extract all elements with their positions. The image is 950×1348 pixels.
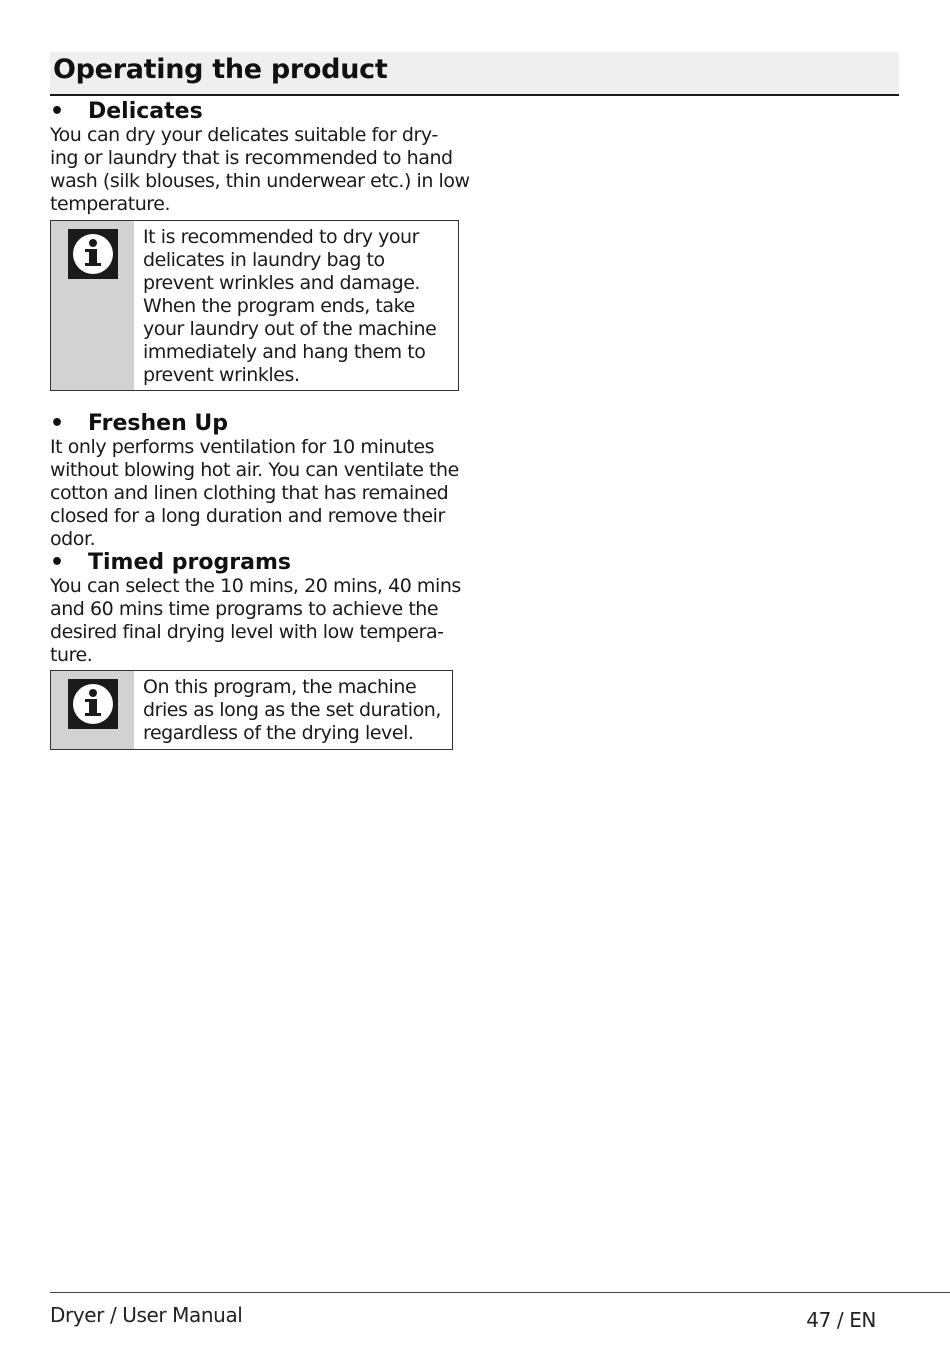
paragraph-line: wash (silk blouses, thin underwear etc.) in low xyxy=(50,170,470,192)
info-icon xyxy=(68,679,118,729)
note-icon-cell xyxy=(51,671,134,749)
heading-freshen-up xyxy=(50,411,228,437)
paragraph-line: temperature. xyxy=(50,193,171,215)
note-text xyxy=(143,676,441,745)
bullet: • xyxy=(50,411,65,436)
footer-page-number: 47 / EN xyxy=(806,1308,876,1332)
heading-timed-programs xyxy=(50,550,291,576)
note-line: delicates in laundry bag to xyxy=(143,249,385,271)
paragraph-line: and 60 mins time programs to achieve the xyxy=(50,598,439,620)
paragraph-line: You can select the 10 mins, 20 mins, 40 mins xyxy=(50,575,461,597)
note-line: your laundry out of the machine xyxy=(143,318,437,340)
note-line: prevent wrinkles. xyxy=(143,364,300,386)
paragraph-line: closed for a long duration and remove their xyxy=(50,505,445,527)
footer-document-title: Dryer / User Manual xyxy=(50,1303,243,1327)
paragraph-line: odor. xyxy=(50,528,96,550)
section-header-bar xyxy=(50,52,899,96)
info-note-timed xyxy=(50,670,453,750)
section-title: Operating the product xyxy=(53,54,388,85)
note-line: When the program ends, take xyxy=(143,295,415,317)
paragraph-line: It only performs ventilation for 10 minutes xyxy=(50,436,435,458)
heading-text: Delicates xyxy=(88,99,203,124)
info-icon xyxy=(68,229,118,279)
heading-text: Freshen Up xyxy=(88,411,229,436)
heading-delicates xyxy=(50,99,203,125)
note-line: immediately and hang them to xyxy=(143,341,426,363)
info-note-delicates xyxy=(50,220,459,391)
note-line: dries as long as the set duration, xyxy=(143,699,441,721)
paragraph-line: desired final drying level with low tempera- xyxy=(50,621,444,643)
footer-divider xyxy=(50,1292,950,1293)
heading-text: Timed programs xyxy=(88,550,291,575)
paragraph-line: cotton and linen clothing that has remained xyxy=(50,482,449,504)
bullet: • xyxy=(50,550,65,575)
paragraph-line: without blowing hot air. You can ventilate the xyxy=(50,459,459,481)
note-text xyxy=(143,226,436,387)
paragraph-delicates xyxy=(50,124,470,216)
bullet: • xyxy=(50,99,65,124)
note-line: It is recommended to dry your xyxy=(143,226,420,248)
note-line: On this program, the machine xyxy=(143,676,417,698)
note-line: prevent wrinkles and damage. xyxy=(143,272,421,294)
paragraph-line: ture. xyxy=(50,644,93,666)
note-line: regardless of the drying level. xyxy=(143,722,414,744)
note-icon-cell xyxy=(51,221,134,390)
paragraph-freshen-up xyxy=(50,436,459,551)
paragraph-line: You can dry your delicates suitable for dry- xyxy=(50,124,438,146)
paragraph-timed-programs xyxy=(50,575,461,667)
paragraph-line: ing or laundry that is recommended to hand xyxy=(50,147,453,169)
